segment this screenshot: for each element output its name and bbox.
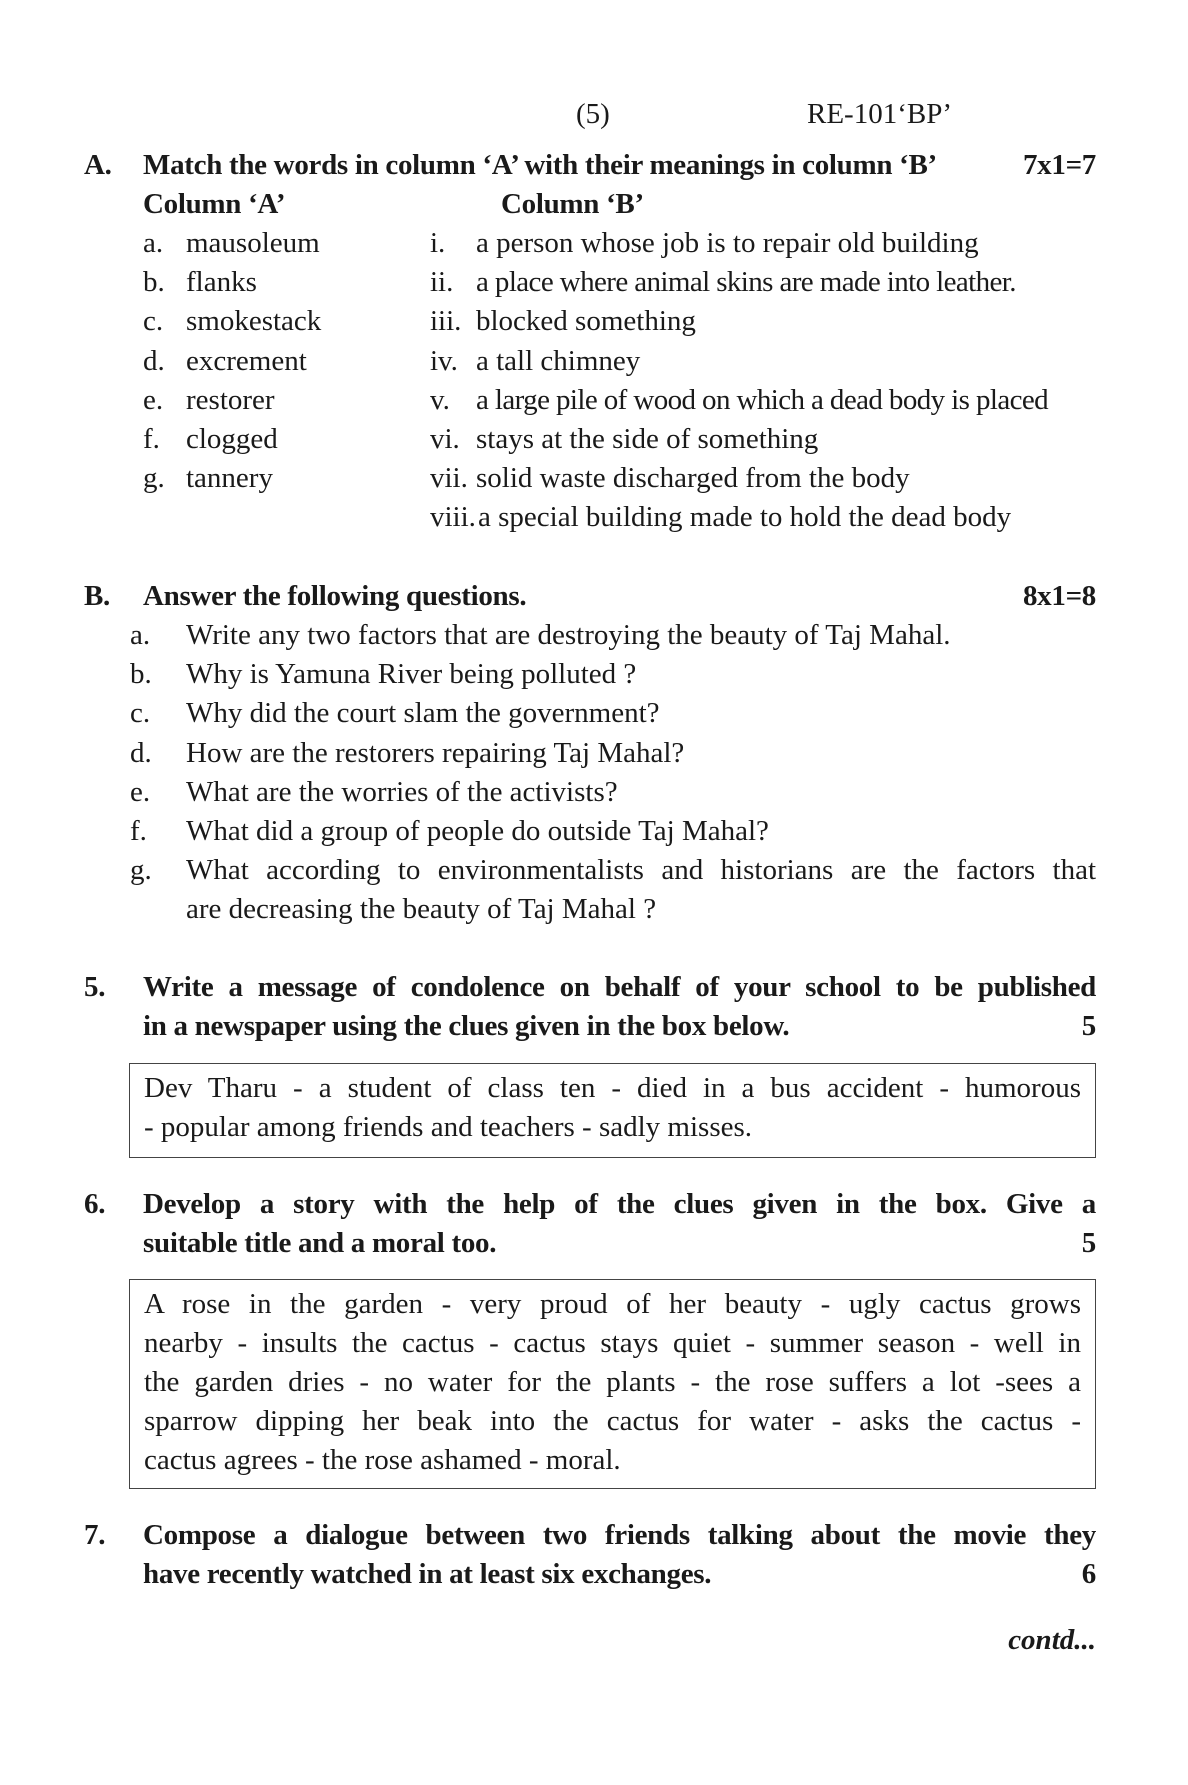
column-a-label: g. [143,462,165,495]
column-b-heading: Column ‘B’ [501,188,644,220]
section-b-question-label: b. [130,658,152,691]
section-b-question-label: g. [130,854,152,887]
q6-number: 6. [84,1188,106,1220]
column-b-meaning: a person whose job is to repair old building [476,227,979,259]
q5-line-2: in a newspaper using the clues given in the box below. [143,1010,790,1042]
section-b-instruction: Answer the following questions. [143,580,527,612]
q7-line-2: have recently watched in at least six exchanges. [143,1558,712,1590]
column-b-label: iii. [430,305,462,338]
q7-marks: 6 [1081,1558,1096,1590]
column-a-word: mausoleum [186,227,320,259]
column-a-label: e. [143,383,164,416]
section-b-question: What are the worries of the activists? [186,775,618,808]
q5-marks: 5 [1081,1010,1096,1042]
q5-line-1: Write a message of condolence on behalf of your school to be published [143,971,1096,1003]
q6-line-2: suitable title and a moral too. [143,1227,497,1259]
column-b-label: iv. [430,344,458,377]
q5-box-line-1: Dev Tharu - a student of class ten - died in a bus accident - humorous [144,1072,1081,1104]
column-a-label: c. [143,305,164,338]
paper-code: RE-101‘BP’ [807,98,952,130]
section-a-instruction: Match the words in column ‘A’ with their meanings in column ‘B’ [143,149,937,181]
column-b-meaning: stays at the side of something [476,423,819,455]
section-b-question-label: e. [130,775,151,808]
q7-line-1: Compose a dialogue between two friends talking about the movie they [143,1519,1096,1551]
q5-number: 5. [84,971,106,1003]
q6-box-line: cactus agrees - the rose ashamed - moral. [144,1444,621,1476]
column-a-word: excrement [186,344,307,377]
q6-marks: 5 [1081,1227,1096,1259]
q6-line-1: Develop a story with the help of the clues given in the box. Give a [143,1188,1096,1220]
column-b-meaning: blocked something [476,305,696,338]
section-a-marks: 7x1=7 [1022,149,1096,181]
section-b-marks: 8x1=8 [1022,580,1096,612]
column-b-meaning: solid waste discharged from the body [476,462,910,495]
section-b-question-label: a. [130,619,151,651]
column-b-meaning: a special building made to hold the dead body [478,501,1012,534]
section-b-question-label: f. [130,815,147,847]
column-a-heading: Column ‘A’ [143,188,286,220]
section-b-question: Why did the court slam the government? [186,697,660,730]
column-a-word: tannery [186,462,273,495]
section-b-question-label: c. [130,697,151,730]
column-a-word: flanks [186,266,257,299]
page-number: (5) [576,98,610,130]
q5-box-line-2: - popular among friends and teachers - sadly misses. [144,1111,753,1143]
column-b-label: viii. [430,501,476,534]
section-b-question: Why is Yamuna River being polluted ? [186,658,637,691]
column-b-label: i. [430,227,446,259]
q6-box-line: A rose in the garden - very proud of her beauty - ugly cactus grows [144,1288,1081,1320]
section-b-question-cont: are decreasing the beauty of Taj Mahal ? [186,893,657,926]
q7-number: 7. [84,1519,106,1551]
q6-box-line: the garden dries - no water for the plants - the rose suffers a lot -sees a [144,1366,1081,1398]
column-a-word: restorer [186,383,275,416]
q6-box-line: nearby - insults the cactus - cactus stays quiet - summer season - well in [144,1327,1081,1359]
column-a-label: d. [143,344,165,377]
section-b-question: What according to environmentalists and historians are the factors that [186,854,1096,887]
column-b-meaning: a large pile of wood on which a dead body is placed [476,383,1049,416]
column-b-label: vi. [430,423,460,455]
column-b-label: ii. [430,266,454,299]
column-b-meaning: a tall chimney [476,344,641,377]
q6-clue-box [129,1279,1096,1489]
column-a-label: b. [143,266,165,299]
column-b-meaning: a place where animal skins are made into leather. [476,266,1016,299]
column-a-label: f. [143,423,160,455]
section-b-question: What did a group of people do outside Taj Mahal? [186,815,769,847]
column-a-word: clogged [186,423,278,455]
section-b-question-label: d. [130,736,152,769]
continued-note: contd... [1008,1624,1096,1656]
column-a-label: a. [143,227,164,259]
q6-box-line: sparrow dipping her beak into the cactus for water - asks the cactus - [144,1405,1081,1437]
section-a-label: A. [84,149,112,181]
q5-clue-box [129,1063,1096,1158]
section-b-label: B. [84,580,110,612]
column-a-word: smokestack [186,305,322,338]
column-b-label: vii. [430,462,468,495]
section-b-question: Write any two factors that are destroying the beauty of Taj Mahal. [186,619,951,651]
column-b-label: v. [430,383,450,416]
section-b-question: How are the restorers repairing Taj Mahal? [186,736,685,769]
